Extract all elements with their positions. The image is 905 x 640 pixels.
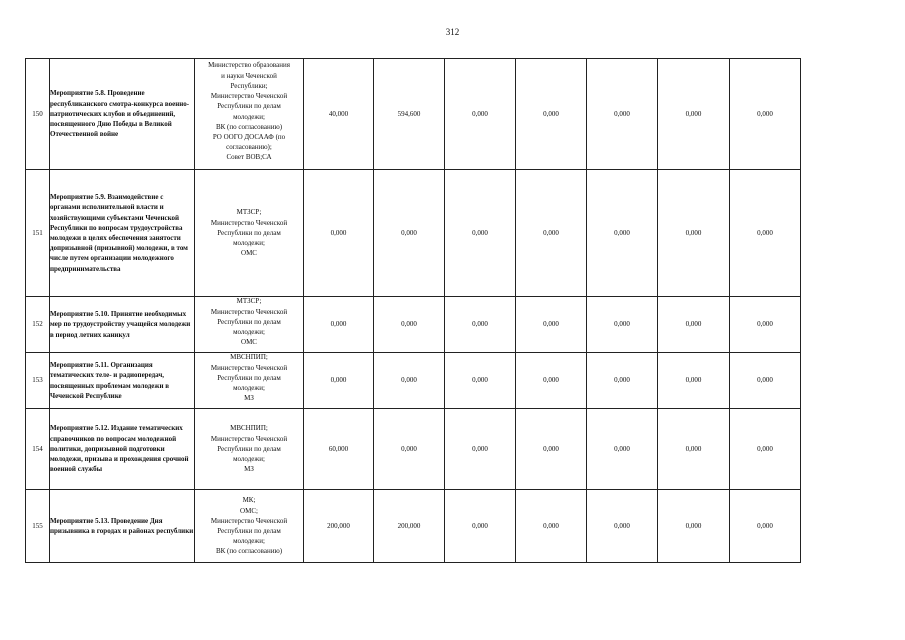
executor-line: Республики по делам (217, 102, 281, 111)
table-row (26, 353, 801, 409)
executor-line: молодежи; (233, 537, 265, 546)
value-cell-2: 200,000 (374, 490, 445, 563)
value-cell-2: 594,600 (374, 59, 445, 170)
value-cell-6: 0,000 (658, 170, 730, 297)
executor-line: ВК (по согласованию) (215, 547, 283, 556)
executor-line: Министерство Чеченской (210, 516, 288, 525)
value-cell-7: 0,000 (730, 409, 801, 490)
executor-line: МВСНПИП; (230, 353, 268, 362)
executor-list (195, 207, 303, 258)
executor-line: и науки Чеченской (221, 71, 277, 80)
value-cell-4: 0,000 (516, 490, 587, 563)
executor-line: ОМС (241, 249, 257, 258)
executor-list (195, 297, 303, 348)
budget-table (25, 58, 801, 563)
table-row (26, 59, 801, 170)
executor-line: Республики по делам (217, 228, 281, 237)
value-cell-6: 0,000 (658, 490, 730, 563)
value-cell-1: 200,000 (304, 490, 374, 563)
executor-line: МВСНПИП; (230, 424, 268, 433)
value-cell-6: 0,000 (658, 59, 730, 170)
row-number: 155 (26, 490, 50, 563)
value-cell-1: 0,000 (304, 170, 374, 297)
executor-cell (195, 490, 304, 563)
value-cell-7: 0,000 (730, 490, 801, 563)
executor-line: Министерство Чеченской (210, 363, 288, 372)
executor-cell (195, 59, 304, 170)
executor-line: ВК (по согласованию) (215, 122, 283, 131)
table-body (26, 59, 801, 563)
value-cell-4: 0,000 (516, 59, 587, 170)
activity-cell: Мероприятие 5.10. Принятие необходимых мер по трудоустройству учащейся молодежи в период летних каникул (50, 297, 195, 353)
executor-line: молодежи; (233, 384, 265, 393)
value-cell-4: 0,000 (516, 297, 587, 353)
executor-line: Министерство Чеченской (210, 218, 288, 227)
executor-line: ОМС; (240, 506, 258, 515)
executor-line: молодежи; (233, 455, 265, 464)
value-cell-3: 0,000 (445, 170, 516, 297)
value-cell-5: 0,000 (587, 353, 658, 409)
value-cell-5: 0,000 (587, 490, 658, 563)
activity-cell: Мероприятие 5.12. Издание тематических справочников по вопросам молодежной политики, допризывной подготовки молодежи, призыва и прохождения срочной военной службы (50, 409, 195, 490)
executor-line: РО ООГО ДОСААФ (по (212, 132, 286, 141)
page-number: 312 (445, 27, 460, 37)
value-cell-6: 0,000 (658, 409, 730, 490)
executor-line: Министерство образования (208, 61, 290, 70)
executor-line: Министерство Чеченской (210, 307, 288, 316)
value-cell-5: 0,000 (587, 170, 658, 297)
value-cell-3: 0,000 (445, 490, 516, 563)
value-cell-1: 0,000 (304, 297, 374, 353)
executor-list (195, 353, 303, 404)
value-cell-1: 0,000 (304, 353, 374, 409)
executor-list (195, 423, 303, 474)
table-row (26, 490, 801, 563)
executor-cell (195, 297, 304, 353)
executor-line: Совет ВОВ;СА (226, 153, 272, 162)
row-number: 153 (26, 353, 50, 409)
value-cell-3: 0,000 (445, 59, 516, 170)
executor-list (195, 495, 303, 556)
value-cell-7: 0,000 (730, 353, 801, 409)
executor-cell (195, 170, 304, 297)
executor-line: Министерство Чеченской (210, 92, 288, 101)
value-cell-4: 0,000 (516, 170, 587, 297)
activity-cell: Мероприятие 5.8. Проведение республиканского смотра-конкурса военно-патриотических клубов и объединений, посвященного Дню Победы в Великой Отечественной войне (50, 59, 195, 170)
executor-line: МТЗСР; (236, 297, 262, 306)
value-cell-6: 0,000 (658, 353, 730, 409)
executor-line: Республики по делам (217, 317, 281, 326)
value-cell-5: 0,000 (587, 59, 658, 170)
value-cell-1: 60,000 (304, 409, 374, 490)
table-row (26, 170, 801, 297)
row-number: 152 (26, 297, 50, 353)
value-cell-2: 0,000 (374, 170, 445, 297)
value-cell-3: 0,000 (445, 297, 516, 353)
row-number: 151 (26, 170, 50, 297)
executor-list (195, 60, 303, 162)
value-cell-3: 0,000 (445, 409, 516, 490)
executor-line: Республики; (230, 81, 268, 90)
value-cell-5: 0,000 (587, 409, 658, 490)
executor-line: молодежи; (233, 112, 265, 121)
row-number: 150 (26, 59, 50, 170)
executor-line: молодежи; (233, 328, 265, 337)
value-cell-3: 0,000 (445, 353, 516, 409)
value-cell-6: 0,000 (658, 297, 730, 353)
executor-line: Республики по делам (217, 444, 281, 453)
executor-line: Министерство Чеченской (210, 434, 288, 443)
executor-line: Республики по делам (217, 527, 281, 535)
executor-line: Республики по делам (217, 373, 281, 382)
value-cell-2: 0,000 (374, 409, 445, 490)
executor-line: МЗ (244, 465, 254, 474)
executor-line: согласованию); (226, 143, 272, 152)
table-row (26, 409, 801, 490)
activity-cell: Мероприятие 5.11. Организация тематических теле- и радиопередач, посвященных проблемам молодежи в Чеченской Республике (50, 353, 195, 409)
executor-cell (195, 353, 304, 409)
table-row (26, 297, 801, 353)
executor-cell (195, 409, 304, 490)
row-number: 154 (26, 409, 50, 490)
value-cell-2: 0,000 (374, 353, 445, 409)
value-cell-7: 0,000 (730, 59, 801, 170)
executor-line: МК; (242, 496, 256, 505)
executor-line: молодежи; (233, 239, 265, 248)
executor-line: МЗ (244, 394, 254, 403)
executor-line: ОМС (241, 338, 257, 347)
value-cell-4: 0,000 (516, 353, 587, 409)
activity-cell: Мероприятие 5.9. Взаимодействие с органами исполнительной власти и хозяйствующими субъектами Чеченской Республики по вопросам трудоустройства молодежи в целях обеспечения занятости допризывной (призывной) молодежи, в том числе путем организации молодежного предпринимательства (50, 170, 195, 297)
value-cell-4: 0,000 (516, 409, 587, 490)
value-cell-7: 0,000 (730, 170, 801, 297)
executor-line: МТЗСР; (236, 208, 262, 217)
value-cell-2: 0,000 (374, 297, 445, 353)
value-cell-7: 0,000 (730, 297, 801, 353)
value-cell-5: 0,000 (587, 297, 658, 353)
activity-cell: Мероприятие 5.13. Проведение Дня призывника в городах и районах республики (50, 490, 195, 563)
value-cell-1: 40,000 (304, 59, 374, 170)
